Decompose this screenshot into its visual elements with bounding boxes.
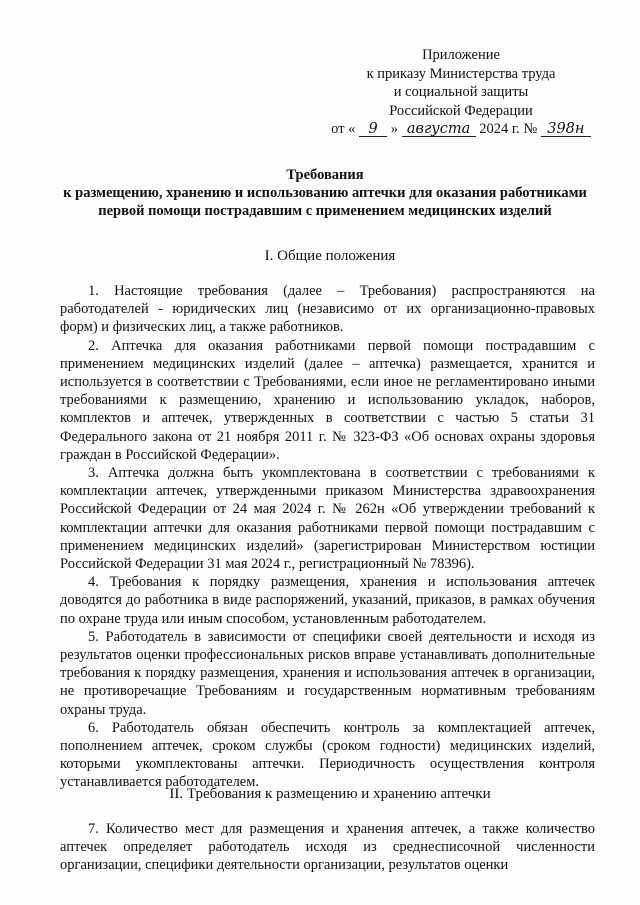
order-number-handwritten: 398н (541, 122, 591, 137)
date-month-handwritten: августа (402, 122, 476, 137)
order-date-line (300, 120, 622, 139)
title-line-2: к размещению, хранению и использованию аптечки для оказания работниками первой помощи пострадавшим с применением медицинских изделий (63, 185, 587, 219)
paragraph-4: 4. Требования к порядку размещения, хранения и использования аптечек доводятся до работника в виде распоряжений, указаний, приказов, в рамках обучения по охране труда или иным способом, установленным работодателем. (60, 574, 595, 627)
date-mid: » (390, 121, 398, 137)
paragraph-2: 2. Аптечка для оказания работниками первой помощи пострадавшим с применением медицинских изделий (далее – аптечка) размещается, хранится и используется в соответствии с Требованиями, если иное не регламентировано иными требованиями к размещению, хранению и использованию укладок, наборов, комплектов и аптечек, утвержденных в соответствии с частью 5 статьи 31 Федерального закона от 21 ноября 2011 г. № 323-ФЗ «Об основах охраны здоровья граждан в Российской Федерации». (60, 337, 595, 463)
paragraph-5: 5. Работодатель в зависимости от специфики своей деятельности и исходя из результатов оценки профессиональных рисков вправе устанавливать дополнительные требования к порядку размещения, хранения и использования аптечек в организации, не противоречащие Требованиям и государственным нормативным требованиям охраны труда. (60, 628, 595, 718)
title-line-1: Требования (286, 167, 364, 183)
date-year: 2024 г. № (479, 121, 538, 137)
section-1-heading: I. Общие положения (264, 248, 396, 264)
appendix-line: и социальной защиты (393, 84, 529, 100)
section-2-body (60, 820, 595, 875)
date-prefix: от « (331, 121, 356, 137)
date-day-handwritten: 9 (359, 122, 387, 137)
appendix-header (300, 46, 622, 139)
paragraph-7: 7. Количество мест для размещения и хранения аптечек, а также количество аптечек определяет работодатель исходя из среднесписочной численности организации, специфики деятельности организации, результатов оценки (60, 821, 595, 874)
appendix-line: Приложение (422, 47, 500, 63)
paragraph-3: 3. Аптечка должна быть укомплектована в соответствии с требованиями к комплектации аптечек, утвержденными приказом Министерства здравоохранения Российской Федерации от 24 мая 2024 г. № 262н «Об утверждении требований к комплектации аптечки для оказания работниками первой помощи пострадавшим с применением медицинских изделий» (зарегистрирован Министерством юстиции Российской Федерации 31 мая 2024 г., регистрационный № 78396). (60, 465, 595, 573)
section-1-body (60, 282, 595, 792)
paragraph-1: 1. Настоящие требования (далее – Требования) распространяются на работодателей - юридических лиц (независимо от их организационно-правовых форм) и физических лиц, а также работников. (60, 283, 595, 336)
section-2-heading: II. Требования к размещению и хранению аптечки (169, 786, 491, 802)
appendix-line: Российской Федерации (389, 102, 533, 119)
appendix-line: к приказу Министерства труда (366, 65, 556, 82)
document-title (60, 166, 590, 220)
paragraph-6: 6. Работодатель обязан обеспечить контроль за комплектацией аптечек, пополнением аптечек, сроком службы (сроком годности) медицинских изделий, которыми укомплектованы аптечки. Периодичность осуществления контроля устанавливается работодателем. (60, 719, 595, 791)
